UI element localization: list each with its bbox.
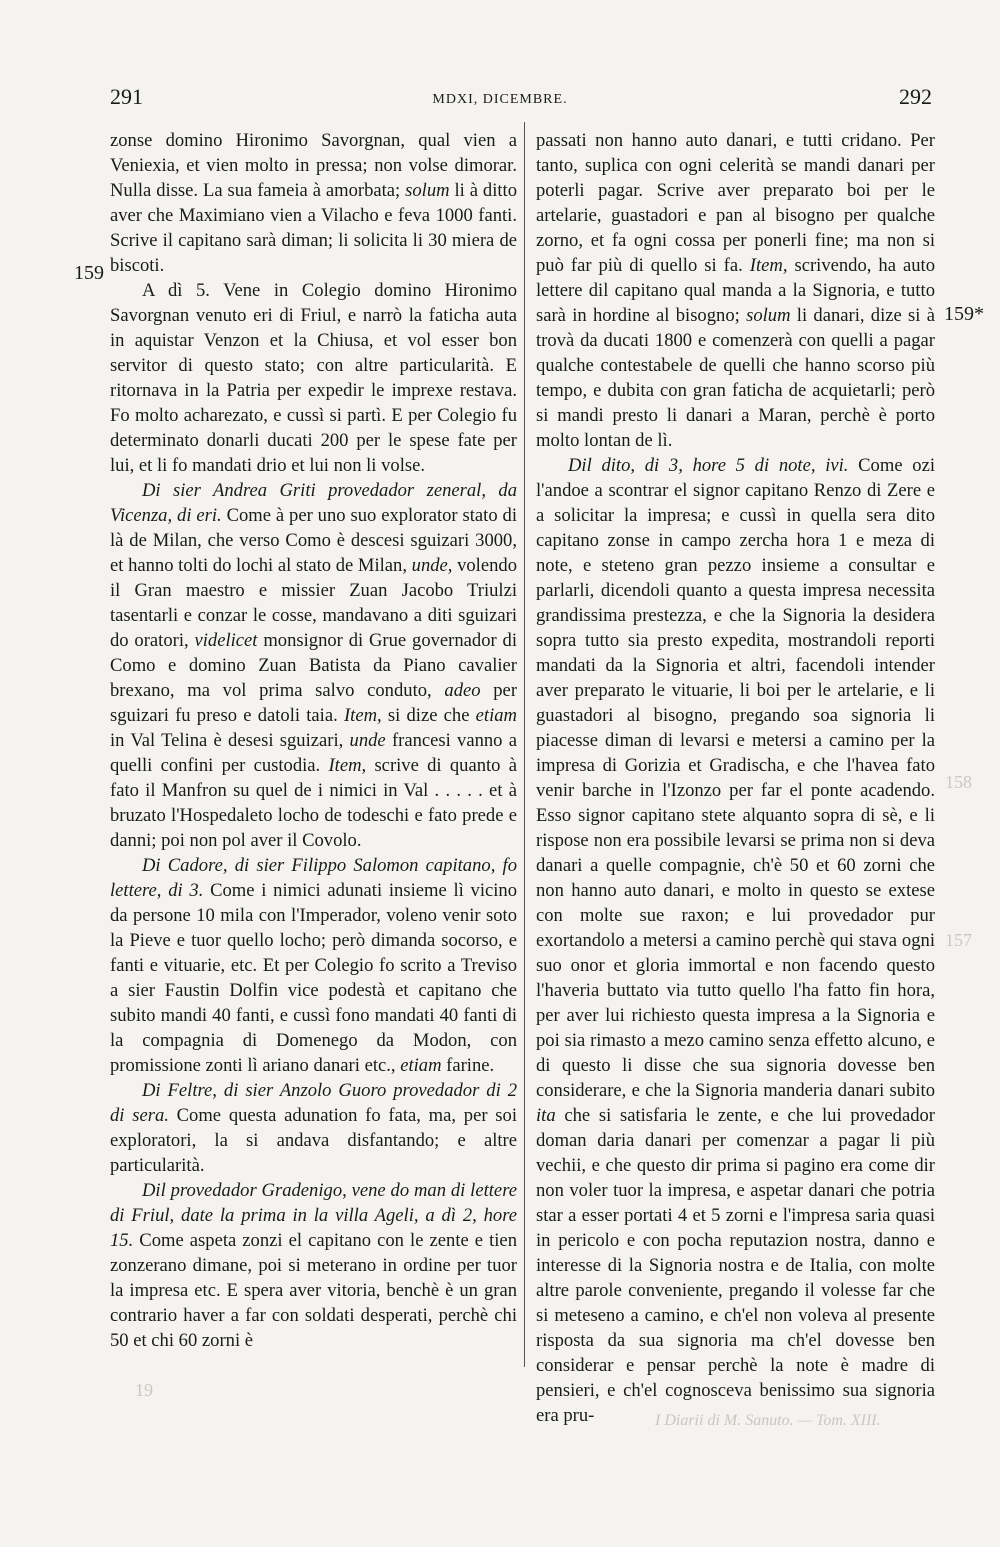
- paragraph: Di Cadore, di sier Filippo Salomon capitano, fo lettere, di 3. Come i nimici adunati insieme lì vicino da persone 10 mila con l'Imperador, voleno venir soto la Pieve e tuor quello locho; però dimanda socorso, e fanti e vituarie, etc. Et per Colegio fo scrito a Treviso a sier Faustin Dolfin vice podestà et capitano che subito mandi 40 fanti, e cussì fono mandati 40 fanti di la compagnia di Domenego da Modon, con promissione zonti lì ariano danari etc., etiam farine.: [110, 855, 517, 1076]
- paragraph: Dil dito, di 3, hore 5 di note, ivi. Come ozi l'andoe a scontrar el signor capitano Renzo di Zere e a solicitar la impresa; e cussì in quella sera dito capitano zonse in campo zercha hora 1 e meza di note, e steteno gran pezzo insieme a consultar e parlarli, dicendoli quanto a questa impresa necessita grandissima prestezza, e che la Signoria la desidera sopra tutto sia presto expedita, mostrandoli reporti mandati da la Signoria et altri, facendoli intender aver preparato le vituarie, li boi per le artelarie, e li guastadori al bisogno, pregando soa signoria li piacesse diman di levarsi e metersi a camino per la impresa di Gorizia et Gradischa, e che l'havea fato venir barche in l'Izonzo per far el ponte acadendo. Esso signor capitano stete alquanto sopra di sè, e li rispose non era possibile levarsi se prima non si deva danari a quelle compagnie, ch'è 50 et 60 zorni che non hanno auto danari, e molto in questo se extese con molte sue raxon; e lui provedador pur exortandolo a metersi a camino perchè qui stava ogni suo onor et gloria immortal e non facendo questo l'haveria buttato via tutto quello l'ha fatto fin hora, per aver lui richiesto questa impresa a la Signoria e poi sia rimasto a mezo camino senza effetto alcuno, e di questo li disse che sua signoria dovesse ben considerare, e che la Signoria manderia danari subito ita che si satisfaria le zente, e che lui provedador doman daria danari per comenzar a pagar li più vechii, e che questo dir prima si pagino era come dir non voler tuor la impresa, e aspetar danari che potria star a esser portati 4 et 5 zorni e l'impresa saria quasi in pericolo e con pocha reputazion nostra, danno e interesse di la Signoria nostra e de Italia, con molte altre parole conveniente, pregando il volesse far che si meteseno a camino, e ch'el non voleva al presente risposta da sua signoria ma ch'el dovesse ben considerar e pensar perchè la note è madre di pensieri, e ch'el cognosceva benissimo sua signoria era pru-: [536, 455, 935, 1426]
- page-number-left: 291: [110, 84, 143, 109]
- page-header: [0, 84, 1000, 124]
- bleed-through-number: 157: [945, 930, 972, 950]
- bleed-through-number: 19: [135, 1380, 153, 1400]
- paragraph: Dil provedador Gradenigo, vene do man di lettere di Friul, date la prima in la villa Ageli, a dì 2, hore 15. Come aspeta zonzi el capitano con le zente e tien zonzerano dimane, poi si meterano in ordine per tuor la impresa etc. E spera aver vitoria, benchè è un gran contrario haver a far con soldati desperati, perchè chi 50 et chi 60 zorni è: [110, 1180, 517, 1351]
- left-column: [110, 128, 517, 1353]
- page-number-right: 292: [899, 84, 932, 109]
- paragraph: A dì 5. Vene in Colegio domino Hironimo Savorgnan venuto eri di Friul, e narrò la faticha auta in aquistar Venzon et la Chiusa, et vol esser bon servitor di questo stato; con altre particularità. E ritornava in la Patria per expedir le imprexe restava. Fo molto acharezato, e cussì si partì. E per Colegio fu determinato donarli ducati 200 per le spese fate per lui, et li fo mandati drio et lui non li volse.: [110, 280, 517, 476]
- margin-number-right: 159*: [944, 303, 984, 325]
- paragraph: Di sier Andrea Griti provedador zeneral, da Vicenza, di eri. Come à per uno suo explorator stato di là de Milan, che verso Como è descesi sguizari 3000, et hanno tolti do lochi al stato de Milan, unde, volendo il Gran maestro e missier Zuan Jacobo Triulzi tasentarli e conzar le cosse, mandavano a diti sguizari do oratori, videlicet monsignor di Grue governador di Como e domino Zuan Batista da Piano cavalier brexano, ma vol prima salvo conduto, adeo per sguizari fu preso e datoli taia. Item, si dize che etiam in Val Telina è desesi sguizari, unde francesi vanno a quelli confini per custodia. Item, scrive di quanto à fato il Manfron su quel de i nimici in Val . . . . . et à bruzato l'Hospedaleto locho de todeschi e fato prede e danni; poi non pol aver il Covolo.: [110, 480, 518, 851]
- paragraph: zonse domino Hironimo Savorgnan, qual vien a Veniexia, et vien molto in pressa; non volse dimorar. Nulla disse. La sua fameia à amorbata; solum li à ditto aver che Maximiano vien a Vilacho e feva 1000 fanti. Scrive il capitano sarà diman; li solicita li 30 miera de biscoti.: [110, 130, 517, 276]
- bleed-through-footer: I Diarii di M. Sanuto. — Tom. XIII.: [655, 1412, 881, 1429]
- paragraph: Di Feltre, di sier Anzolo Guoro provedador di 2 di sera. Come questa adunation fo fata, ma, per soi exploratori, la si andava disfantando; e altre particularità.: [110, 1080, 517, 1176]
- running-title: MDXI, DICEMBRE.: [432, 92, 568, 107]
- bleed-through-number: 158: [945, 772, 972, 792]
- column-divider: [524, 122, 525, 1367]
- paragraph: passati non hanno auto danari, e tutti cridano. Per tanto, suplica con ogni celerità se mandi danari per poterli pagar. Scrive aver preparato boi per le artelarie, guastadori e pan al bisogno per qualche zorno, et fa ogni cossa per ponerli fine; ma non si può far più di quello si fa. Item, scrivendo, ha auto lettere dil capitano qual manda a la Signoria, e tutto sarà in hordine al bisogno; solum li danari, dize si à trovà da ducati 1800 e comenzerà con quelli a pagar qualche contestabele de quelli che hanno scorso più tempo, e dubita con gran faticha de acquietarli; però si mandi presto li danari a Maran, perchè è porto molto lontan de lì.: [536, 130, 935, 451]
- right-column: [536, 128, 935, 1428]
- margin-number-left: 159: [74, 262, 104, 284]
